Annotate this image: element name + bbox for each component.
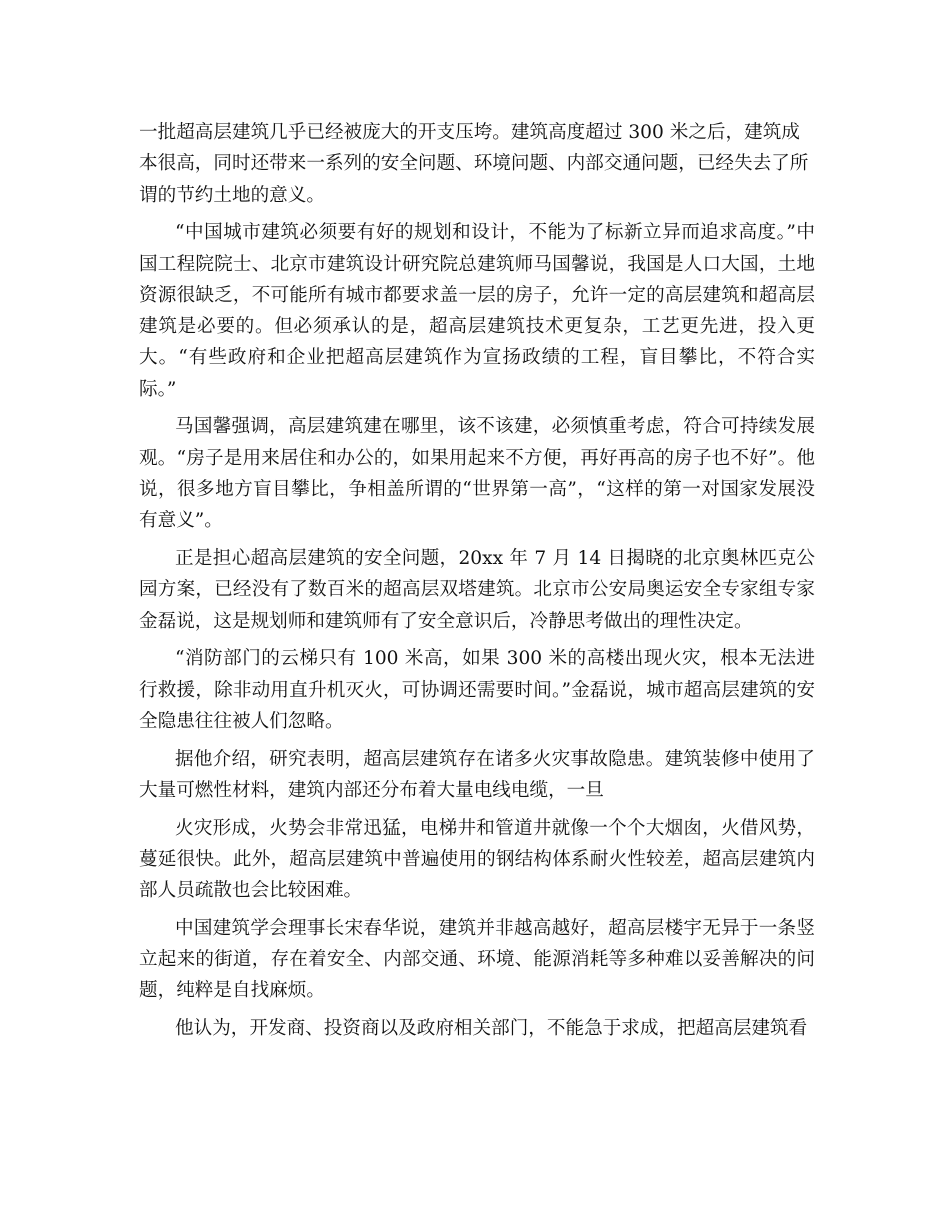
paragraph-1: 一批超高层建筑几乎已经被庞大的开支压垮。建筑高度超过 300 米之后，建筑成本很高，同时还带来一系列的安全问题、环境问题、内部交通问题，已经失去了所谓的节约土地的意义。 (139, 122, 809, 206)
paragraph-3: 马国馨强调，高层建筑建在哪里，该不该建，必须慎重考虑，符合可持续发展观。“房子是用来居住和办公的，如果用起来不方便，再好再高的房子也不好”。他说，很多地方盲目攀比，争相盖所谓的“世界第一高”，“这样的第一对国家发展没有意义”。 (139, 416, 815, 532)
paragraph-4: 正是担心超高层建筑的安全问题，20xx 年 7 月 14 日揭晓的北京奥林匹克公园方案，已经没有了数百米的超高层双塔建筑。北京市公安局奥运安全专家组专家金磊说，这是规划师和建筑师有了安全意识后，冷静思考做出的理性决定。 (139, 548, 815, 632)
paragraph-6: 据他介绍，研究表明，超高层建筑存在诸多火灾事故隐患。建筑装修中使用了大量可燃性材料，建筑内部还分布着大量电线电缆，一旦 (139, 748, 815, 801)
paragraph-2: “中国城市建筑必须要有好的规划和设计，不能为了标新立异而追求高度。”中国工程院院士、北京市建筑设计研究院总建筑师马国馨说，我国是人口大国，土地资源很缺乏，不可能所有城市都要求盖一层的房子，允许一定的高层建筑和超高层建筑是必要的。但必须承认的是，超高层建筑技术更复杂，工艺更先进，投入更大。“有些政府和企业把超高层建筑作为宣扬政绩的工程，盲目攀比，不符合实际。” (139, 222, 815, 400)
paragraph-5: “消防部门的云梯只有 100 米高，如果 300 米的高楼出现火灾，根本无法进行救援，除非动用直升机灭火，可协调还需要时间。”金磊说，城市超高层建筑的安全隐患往往被人们忽略。 (139, 648, 815, 732)
paragraph-7: 火灾形成，火势会非常迅猛，电梯井和管道井就像一个个大烟囱，火借风势，蔓延很快。此外，超高层建筑中普遍使用的钢结构体系耐火性较差，超高层建筑内部人员疏散也会比较困难。 (139, 817, 815, 902)
paragraph-9: 他认为，开发商、投资商以及政府相关部门，不能急于求成，把超高层建筑看 (175, 1018, 808, 1040)
paragraph-8: 中国建筑学会理事长宋春华说，建筑并非越高越好，超高层楼宇无异于一条竖立起来的街道，存在着安全、内部交通、环境、能源消耗等多种难以妥善解决的问题，纯粹是自找麻烦。 (139, 917, 815, 1002)
article-body (139, 117, 815, 1051)
